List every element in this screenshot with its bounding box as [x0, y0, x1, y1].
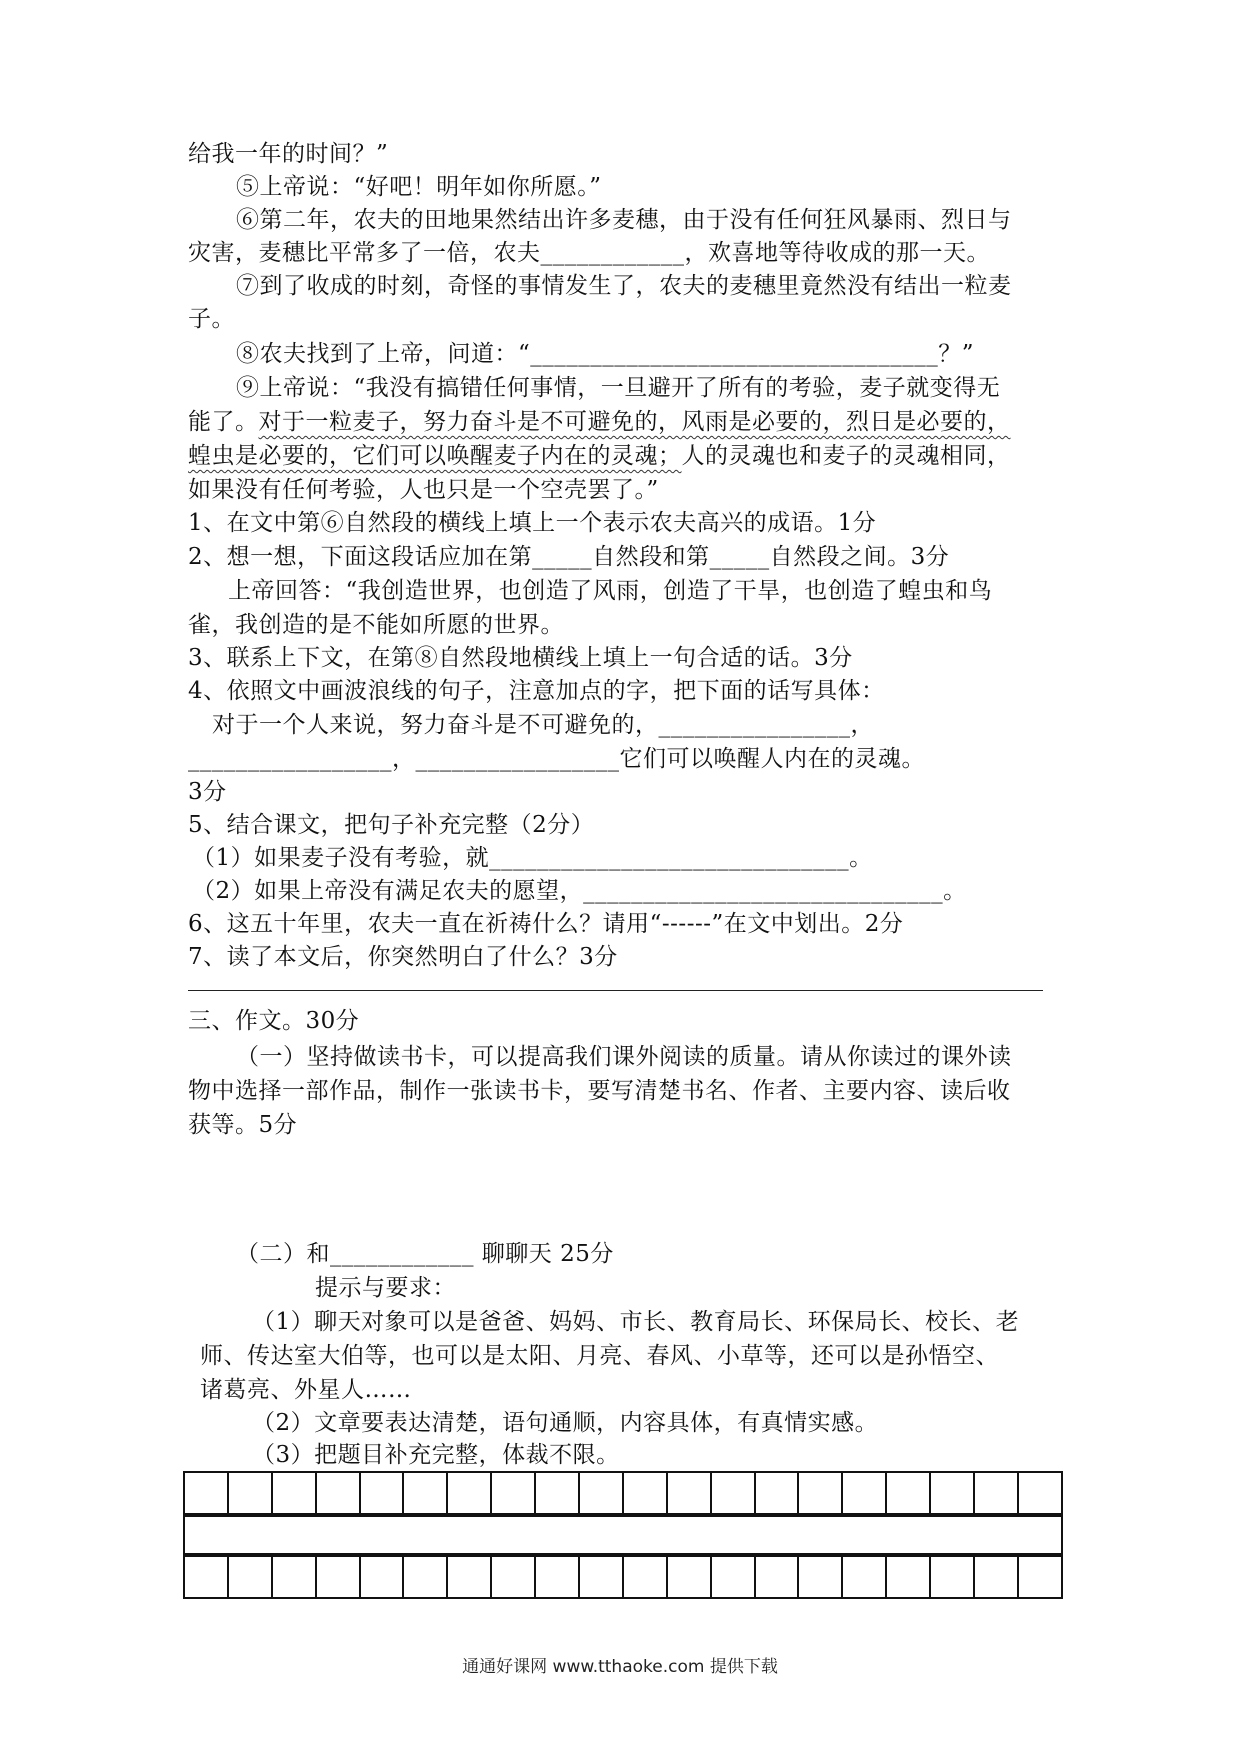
grid-cell[interactable]	[798, 1472, 842, 1516]
composition-hint2: （2）文章要表达清楚，语句通顺，内容具体，有真情实感。	[252, 1410, 879, 1436]
composition-hint3: （3）把题目补充完整，体裁不限。	[252, 1442, 620, 1468]
grid-cell[interactable]	[667, 1472, 711, 1516]
grid-cell[interactable]	[974, 1472, 1018, 1516]
grid-cell[interactable]	[228, 1554, 272, 1598]
question-5-item2: （2）如果上帝没有满足农夫的愿望，______________________________。	[192, 878, 967, 904]
grid-cell[interactable]	[272, 1554, 316, 1598]
grid-cell[interactable]	[930, 1472, 974, 1516]
reading-p9-line4: 如果没有任何考验，人也只是一个空壳罢了。”	[188, 477, 659, 503]
wavy-sentence-part2: 蝗虫是必要的，它们可以唤醒麦子内在的灵魂；	[188, 443, 682, 469]
question-2-passage-line1: 上帝回答：“我创造世界，也创造了风雨，创造了干旱，也创造了蝗虫和鸟	[228, 578, 993, 604]
reading-p4-end: 给我一年的时间？”	[188, 141, 389, 167]
grid-cell[interactable]	[491, 1472, 535, 1516]
grid-cell[interactable]	[886, 1472, 930, 1516]
question-3: 3、联系上下文，在第⑧自然段地横线上填上一句合适的话。3分	[188, 645, 853, 671]
grid-cell[interactable]	[755, 1472, 799, 1516]
question-2-passage-line2: 雀，我创造的是不能如所愿的世界。	[188, 612, 564, 638]
grid-cell[interactable]	[228, 1472, 272, 1516]
question-7: 7、读了本文后，你突然明白了什么？3分	[188, 944, 618, 970]
grid-cell[interactable]	[316, 1554, 360, 1598]
question-5: 5、结合课文，把句子补充完整（2分）	[188, 812, 595, 838]
grid-cell[interactable]	[755, 1554, 799, 1598]
page-footer: 通通好课网 www.tthaoke.com 提供下载	[462, 1657, 778, 1677]
composition-part1-line2: 物中选择一部作品，制作一张读书卡，要写清楚书名、作者、主要内容、读后收	[188, 1078, 1011, 1104]
grid-cell[interactable]	[1018, 1554, 1062, 1598]
grid-spacer	[184, 1514, 1062, 1556]
question-7-answer-line[interactable]	[188, 990, 1043, 991]
composition-hints-title: 提示与要求：	[315, 1275, 456, 1301]
reading-p9-line2	[188, 405, 1011, 439]
question-6: 6、这五十年里，农夫一直在祈祷什么？请用“------”在文中划出。2分	[188, 911, 904, 937]
grid-cell[interactable]	[447, 1472, 491, 1516]
writing-grid-spacer-row	[183, 1513, 1063, 1557]
grid-cell[interactable]	[579, 1472, 623, 1516]
question-4: 4、依照文中画波浪线的句子，注意加点的字，把下面的话写具体：	[188, 678, 885, 704]
composition-part2-title: （二）和____________ 聊聊天 25分	[236, 1241, 614, 1267]
grid-cell[interactable]	[447, 1554, 491, 1598]
question-4-line2: _________________，_________________它们可以唤醒人内在的灵魂。	[188, 746, 925, 772]
grid-cell[interactable]	[579, 1554, 623, 1598]
reading-p8: ⑧农夫找到了上帝，问道：“__________________________________？”	[236, 341, 975, 367]
composition-heading: 三、作文。30分	[188, 1008, 360, 1034]
grid-cell[interactable]	[711, 1472, 755, 1516]
composition-hint1-line3: 诸葛亮、外星人……	[200, 1377, 412, 1403]
reading-p9-line1: ⑨上帝说：“我没有搞错任何事情，一旦避开了所有的考验，麦子就变得无	[236, 375, 1001, 401]
grid-cell[interactable]	[886, 1554, 930, 1598]
reading-p6-line2: 灾害，麦穗比平常多了一倍，农夫____________，欢喜地等待收成的那一天。	[188, 240, 990, 266]
grid-cell[interactable]	[403, 1472, 447, 1516]
grid-cell[interactable]	[184, 1554, 228, 1598]
reading-p9-plain-2: 人的灵魂也和麦子的灵魂相同，	[681, 443, 1011, 469]
grid-cell[interactable]	[403, 1554, 447, 1598]
wavy-sentence-part1: 对于一粒麦子，努力奋斗是不可避免的，风雨是必要的，烈日是必要的，	[258, 409, 1011, 435]
grid-cell[interactable]	[930, 1554, 974, 1598]
grid-cell[interactable]	[842, 1554, 886, 1598]
grid-cell[interactable]	[667, 1554, 711, 1598]
reading-p6-line1: ⑥第二年，农夫的田地果然结出许多麦穗，由于没有任何狂风暴雨、烈日与	[236, 207, 1012, 233]
question-2: 2、想一想，下面这段话应加在第_____自然段和第_____自然段之间。3分	[188, 544, 950, 570]
writing-grid-row-2[interactable]	[183, 1553, 1063, 1599]
grid-cell[interactable]	[535, 1472, 579, 1516]
grid-cell[interactable]	[360, 1472, 404, 1516]
grid-cell[interactable]	[360, 1554, 404, 1598]
grid-cell[interactable]	[623, 1554, 667, 1598]
grid-cell[interactable]	[1018, 1472, 1062, 1516]
grid-cell[interactable]	[316, 1472, 360, 1516]
grid-cell[interactable]	[272, 1472, 316, 1516]
grid-cell[interactable]	[711, 1554, 755, 1598]
composition-hint1-line2: 师、传达室大伯等，也可以是太阳、月亮、春风、小草等，还可以是孙悟空、	[200, 1343, 999, 1369]
question-4-line1: 对于一个人来说，努力奋斗是不可避免的，________________，	[212, 712, 874, 738]
reading-p5: ⑤上帝说：“好吧！明年如你所愿。”	[236, 174, 602, 200]
composition-part1-line3: 获等。5分	[188, 1112, 298, 1138]
grid-cell[interactable]	[974, 1554, 1018, 1598]
question-1: 1、在文中第⑥自然段的横线上填上一个表示农夫高兴的成语。1分	[188, 510, 877, 536]
grid-cell[interactable]	[842, 1472, 886, 1516]
grid-cell[interactable]	[798, 1554, 842, 1598]
reading-p7-line2: 子。	[188, 306, 235, 332]
composition-hint1-line1: （1）聊天对象可以是爸爸、妈妈、市长、教育局长、环保局长、校长、老	[252, 1309, 1020, 1335]
grid-cell[interactable]	[184, 1472, 228, 1516]
question-5-item1: （1）如果麦子没有考验，就______________________________。	[192, 845, 873, 871]
composition-part1-line1: （一）坚持做读书卡，可以提高我们课外阅读的质量。请从你读过的课外读	[236, 1044, 1012, 1070]
grid-cell[interactable]	[623, 1472, 667, 1516]
grid-cell[interactable]	[535, 1554, 579, 1598]
writing-grid-row-1[interactable]	[183, 1471, 1063, 1517]
reading-p9-line3	[188, 439, 1011, 473]
reading-p7-line1: ⑦到了收成的时刻，奇怪的事情发生了，农夫的麦穗里竟然没有结出一粒麦	[236, 273, 1012, 299]
question-4-score: 3分	[188, 779, 227, 805]
grid-cell[interactable]	[491, 1554, 535, 1598]
reading-p9-plain: 能了。	[188, 409, 259, 435]
